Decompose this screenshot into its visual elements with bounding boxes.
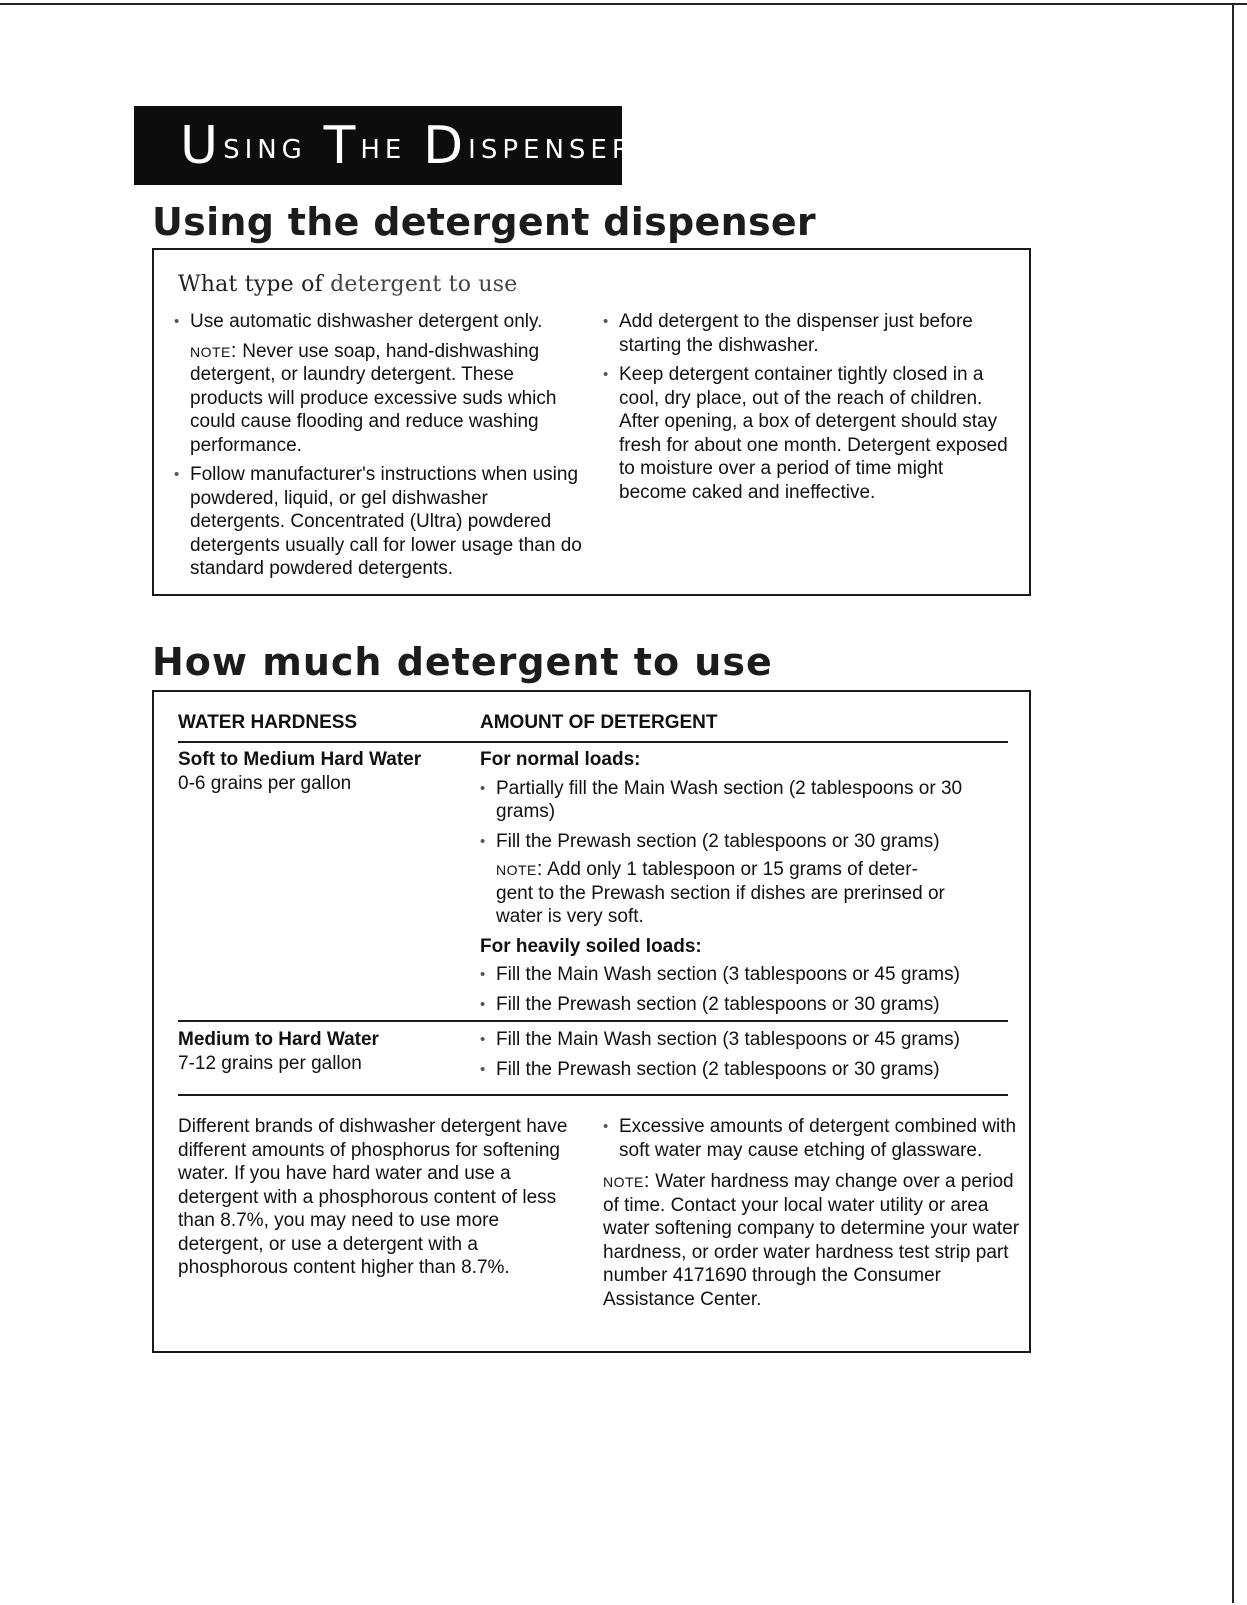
etching-note-column xyxy=(603,1115,1023,1311)
table-row-hard-amount xyxy=(480,1028,1000,1087)
subheading-detergent-type: What type of detergent to use xyxy=(178,272,518,297)
table-header-amount: AMOUNT OF DETERGENT xyxy=(480,712,718,733)
list-item: • Fill the Prewash section (2 tablespoons or 30 grams) note: Add only 1 tablespoon or 15 grams of deter-gent to the Prewash section if dishes are prerinsed or water is very soft. xyxy=(480,830,990,929)
list-item: • Use automatic dishwasher detergent only. note: Never use soap, hand-dishwashing detergent, or laundry detergent. These products will produce excessive suds which could cause flooding and reduce washing performance. xyxy=(174,310,584,457)
top-border-rule xyxy=(0,3,1247,5)
list-item: • Partially fill the Main Wash section (2 tablespoons or 30 grams) xyxy=(480,777,990,824)
table-bottom-rule xyxy=(178,1094,1008,1096)
table-row-soft-hardness: Soft to Medium Hard Water 0-6 grains per gallon xyxy=(178,749,422,794)
note: note: Never use soap, hand-dishwashing detergent, or laundry detergent. These products will produce excessive suds which could cause flooding and reduce washing performance. xyxy=(190,339,557,456)
table-row-soft-amount: For normal loads: • Partially fill the Main Wash section (2 tablespoons or 30 grams) • Fill the Prewash section (2 tablespoons or 30 grams) note: Add only 1 tablespoon or 15 grams of deter-gent to the Prewash section if dishes are prerinsed or water is very soft. For heavily soiled loads: • Fill the Main Wash section (3 tablespoons or 45 grams) • Fill the Prewash section (2 tablespoons or 30 grams) xyxy=(480,748,990,1022)
list-item: • Fill the Main Wash section (3 tablespoons or 45 grams) xyxy=(480,1028,1000,1052)
heading-how-much-detergent: How much detergent to use xyxy=(152,640,773,684)
list-item: • Add detergent to the dispenser just before starting the dishwasher. xyxy=(603,310,1013,357)
detergent-type-right-column xyxy=(603,310,1013,510)
list-item: • Fill the Main Wash section (3 tablespoons or 45 grams) xyxy=(480,963,990,987)
list-item: • Keep detergent container tightly closed in a cool, dry place, out of the reach of children. After opening, a box of detergent should stay fresh for about one month. Detergent exposed to moisture over a period of time might become caked and ineffective. xyxy=(603,363,1013,504)
table-header-water-hardness: WATER HARDNESS xyxy=(178,712,358,733)
table-header-rule xyxy=(178,741,1008,743)
list-item: • Follow manufacturer's instructions when using powdered, liquid, or gel dishwasher detergents. Concentrated (Ultra) powdered detergents usually call for lower usage than do standard powdered detergents. xyxy=(174,463,584,581)
list-item: • Fill the Prewash section (2 tablespoons or 30 grams) xyxy=(480,1058,1000,1082)
right-border-rule xyxy=(1232,3,1234,1603)
note: note: Water hardness may change over a period of time. Contact your local water utility or area water softening company to determine your water hardness, or order water hardness test strip part number 4171690 through the Consumer Assistance Center. xyxy=(603,1170,1020,1310)
phosphorus-paragraph: Different brands of dishwasher detergent have different amounts of phosphorus for softening water. If you have hard water and use a detergent with a phosphorous content of less than 8.7%, you may need to use more detergent, or use a detergent with a phosphorous content higher than 8.7%. xyxy=(178,1116,568,1278)
heading-detergent-dispenser: Using the detergent dispenser xyxy=(152,200,816,244)
list-item: • Fill the Prewash section (2 tablespoons or 30 grams) xyxy=(480,993,990,1017)
note: note: Add only 1 tablespoon or 15 grams of deter-gent to the Prewash section if dishes are prerinsed or water is very soft. xyxy=(496,858,945,927)
list-item: • Excessive amounts of detergent combined with soft water may cause etching of glassware. xyxy=(603,1115,1023,1162)
page-section-banner: U sing T he D ispensers xyxy=(134,106,622,185)
table-row-hard-hardness: Medium to Hard Water 7-12 grains per gallon xyxy=(178,1029,379,1074)
detergent-type-left-column xyxy=(174,310,584,587)
table-row-rule xyxy=(178,1020,1008,1022)
